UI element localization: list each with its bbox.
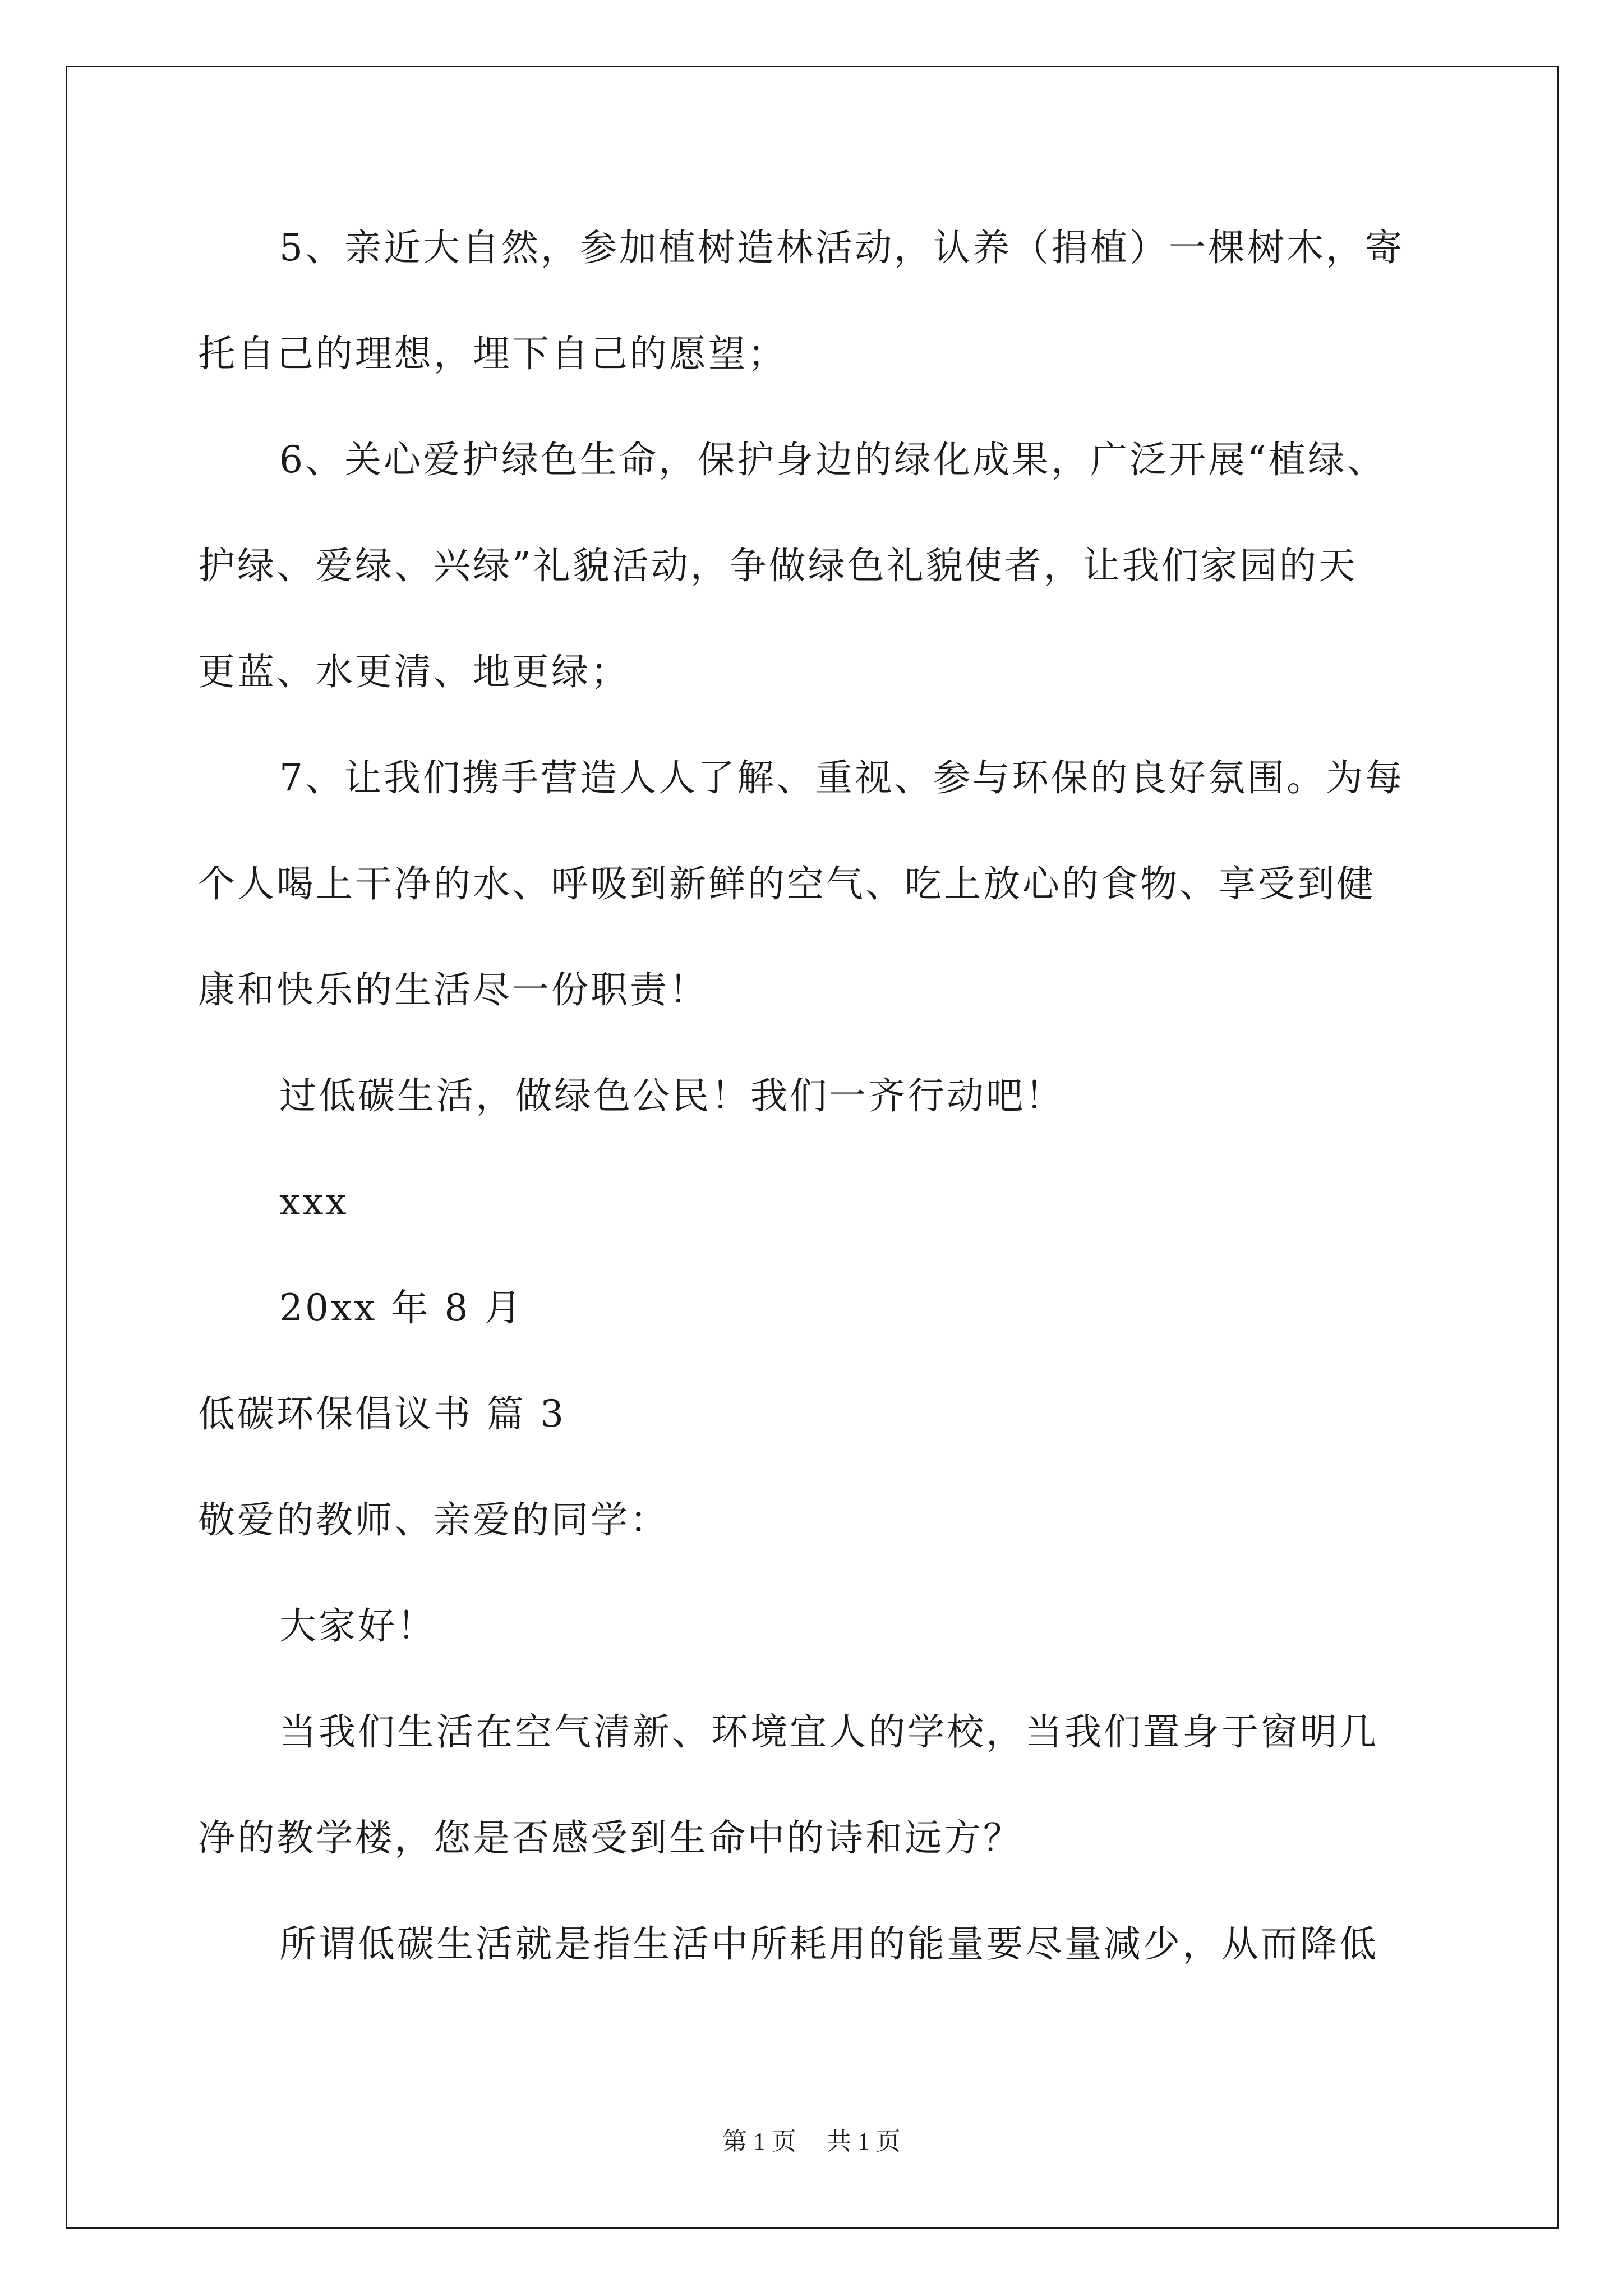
- paragraph-line: 7、让我们携手营造人人了解、重视、参与环保的良好氛围。为每: [279, 756, 1404, 799]
- paragraph-line: 个人喝上干净的水、呼吸到新鲜的空气、吃上放心的食物、享受到健: [198, 862, 1376, 905]
- paragraph-line: 更蓝、水更清、地更绿；: [198, 650, 630, 693]
- paragraph-line: 当我们生活在空气清新、环境宜人的学校，当我们置身于窗明几: [279, 1710, 1378, 1754]
- paragraph-line: 康和快乐的生活尽一份职责！: [198, 968, 708, 1011]
- page-number: 第 1 页: [722, 2128, 796, 2155]
- section-heading: 低碳环保倡议书 篇 3: [198, 1392, 566, 1435]
- paragraph-line: 托自己的理想，埋下自己的愿望；: [198, 332, 787, 375]
- page-border: [66, 66, 1559, 2229]
- paragraph-line: 6、关心爱护绿色生命，保护身边的绿化成果，广泛开展“植绿、: [279, 438, 1386, 481]
- paragraph-line: 所谓低碳生活就是指生活中所耗用的能量要尽量减少，从而降低: [279, 1922, 1378, 1966]
- date-line: 20xx 年 8 月: [279, 1286, 524, 1329]
- signature: xxx: [279, 1180, 349, 1223]
- paragraph-line: 净的教学楼，您是否感受到生命中的诗和远方？: [198, 1816, 1022, 1860]
- page-footer: [0, 2125, 1623, 2159]
- closing-slogan: 过低碳生活，做绿色公民！我们一齐行动吧！: [279, 1074, 1064, 1117]
- paragraph-line: 护绿、爱绿、兴绿”礼貌活动，争做绿色礼貌使者，让我们家园的天: [198, 544, 1358, 587]
- page-total: 共 1 页: [827, 2128, 901, 2155]
- paragraph-line: 5、亲近大自然，参加植树造林活动，认养（捐植）一棵树木，寄: [279, 226, 1404, 269]
- salutation: 敬爱的教师、亲爱的同学：: [198, 1498, 669, 1542]
- greeting: 大家好！: [279, 1604, 436, 1648]
